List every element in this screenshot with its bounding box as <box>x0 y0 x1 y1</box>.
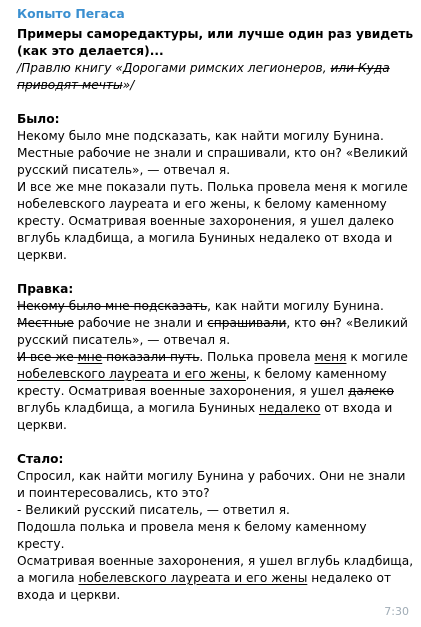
after-line-1: Спросил, как найти могилу Бунина у рабочих. Они не знали и поинтересовались, кто это? <box>17 469 406 500</box>
underlined-text: нобелевского лауреата и его жены <box>78 571 308 585</box>
after-line-2: - Великий русский писатель, — ответил я. <box>17 503 290 517</box>
channel-author-name[interactable]: Копыто Пегаса <box>17 6 125 21</box>
subtitle-open: /Правлю книгу «Дорогами римских легионеров, <box>17 61 331 75</box>
spacer <box>17 264 415 281</box>
section-label-before: Было: <box>17 112 60 126</box>
underlined-text: меня <box>314 350 347 364</box>
before-paragraph-1: Некому было мне подсказать, как найти могилу Бунина. Местные рабочие не знали и спрашивали, кто он? «Великий русский писатель», — отвечал я. <box>17 129 408 177</box>
struck-text: Некому было мне подсказать <box>17 299 208 313</box>
post-title: Примеры саморедактуры, или лучше один раз увидеть (как это делается)... <box>17 27 414 58</box>
struck-text: спрашивали <box>207 316 287 330</box>
underlined-text: нобелевского лауреата и его жены <box>17 367 246 381</box>
spacer <box>17 434 415 451</box>
after-line-4: Осматривая военные захоронения, я ушел вглубь кладбища, а могила нобелевского лауреата и его жены недалеко от входа и церкви. <box>17 554 414 602</box>
edit-paragraph-2: И все же мне показали путь. Полька провела меня к могиле нобелевского лауреата и его жены, к белому каменному кресту. Осматривая военные захоронения, я ушел далеко вглубь кладбища, а могила Буниных недалеко от входа и церкви. <box>17 350 408 432</box>
underlined-text: недалеко <box>258 401 321 415</box>
subtitle-close: »/ <box>122 78 135 92</box>
struck-text: показали путь <box>106 350 200 364</box>
message-time: 7:30 <box>384 605 409 618</box>
post-subtitle <box>17 60 415 94</box>
struck-text: И все же <box>17 350 74 364</box>
struck-text: Местные <box>17 316 74 330</box>
edit-paragraph-1: Некому было мне подсказать, как найти могилу Бунина. Местные рабочие не знали и спрашивали, кто он? «Великий русский писатель», — отвечал я. <box>17 299 408 347</box>
before-paragraph-2: И все же мне показали путь. Полька провела меня к могиле нобелевского лауреата и его жены, к белому каменному кресту. Осматривая военные захоронения, я ушел далеко вглубь кладбища, а могила Буниных недалеко от входа и церкви. <box>17 180 408 262</box>
struck-text: он <box>319 316 336 330</box>
spacer <box>17 94 415 111</box>
section-label-after: Стало: <box>17 452 64 466</box>
struck-underlined-text: мне <box>77 350 103 364</box>
struck-text: далеко <box>347 384 394 398</box>
subtitle-struck: или Куда приводят мечты <box>17 61 390 92</box>
section-label-edit: Правка: <box>17 282 74 296</box>
after-line-3: Подошла полька и провела меня к белому каменному кресту. <box>17 520 367 551</box>
